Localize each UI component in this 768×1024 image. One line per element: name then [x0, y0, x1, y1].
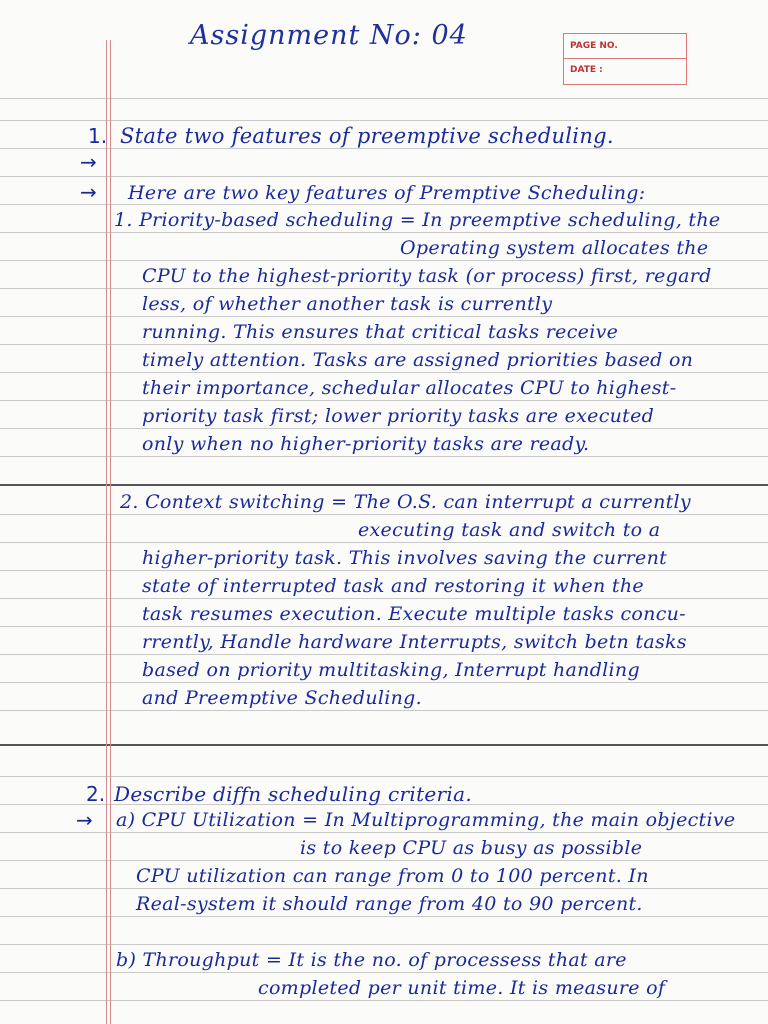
feature2-line: and Preemptive Scheduling. — [142, 687, 422, 709]
q2-question: Describe diffn scheduling criteria. — [114, 782, 472, 806]
rule-line — [0, 204, 768, 205]
rule-line — [0, 972, 768, 973]
q1-question: State two features of preemptive scheduling. — [120, 124, 614, 148]
rule-line — [0, 598, 768, 599]
rule-line — [0, 860, 768, 861]
feature1-line: less, of whether another task is currently — [142, 293, 553, 315]
rule-line — [0, 344, 768, 345]
rule-line — [0, 888, 768, 889]
feature1-line: Operating system allocates the — [400, 237, 709, 259]
margin-line — [110, 40, 111, 1024]
criteria-a-line: CPU utilization can range from 0 to 100 percent. In — [136, 865, 649, 887]
rule-line — [0, 514, 768, 515]
feature1-line: CPU to the highest-priority task (or process) first, regard — [142, 265, 712, 287]
rule-line — [0, 232, 768, 233]
rule-line — [0, 710, 768, 711]
date-label: DATE : — [570, 65, 603, 75]
q1-intro: Here are two key features of Premptive Scheduling: — [128, 182, 646, 204]
feature2-line: based on priority multitasking, Interrupt handling — [142, 659, 640, 681]
feature1-line: running. This ensures that critical tasks receive — [142, 321, 619, 343]
rule-line — [0, 428, 768, 429]
rule-line — [0, 316, 768, 317]
criteria-a-line: a) CPU Utilization = In Multiprogramming, the main objective — [116, 809, 736, 831]
rule-line — [0, 916, 768, 917]
arrow-icon: → — [80, 150, 97, 174]
criteria-a-line: Real-system it should range from 40 to 90 percent. — [136, 893, 643, 915]
rule-line — [0, 1000, 768, 1001]
criteria-a-line: is to keep CPU as busy as possible — [300, 837, 643, 859]
rule-line — [0, 372, 768, 373]
feature2-line: 2. Context switching = The O.S. can interrupt a currently — [120, 491, 691, 513]
criteria-b-line: b) Throughput = It is the no. of processess that are — [116, 949, 627, 971]
q1-answer-arrow: → — [80, 180, 97, 204]
q2-answer-arrow: → — [76, 808, 93, 832]
rule-line — [0, 120, 768, 121]
rule-line — [0, 832, 768, 833]
rule-line — [0, 148, 768, 149]
rule-line — [0, 260, 768, 261]
rule-line — [0, 776, 768, 777]
rule-line — [0, 570, 768, 571]
feature2-line: task resumes execution. Execute multiple tasks concu- — [142, 603, 686, 625]
page-info-box — [563, 33, 687, 85]
feature2-line: state of interrupted task and restoring it when the — [142, 575, 644, 597]
feature2-line: higher-priority task. This involves saving the current — [142, 547, 668, 569]
rule-line — [0, 944, 768, 945]
feature1-line: their importance, schedular allocates CPU to highest- — [142, 377, 677, 399]
section-divider — [0, 484, 768, 486]
feature2-line: executing task and switch to a — [358, 519, 661, 541]
rule-line — [0, 626, 768, 627]
feature2-line: rrently, Handle hardware Interrupts, switch betn tasks — [142, 631, 687, 653]
page-title: Assignment No: 04 — [190, 20, 468, 51]
feature1-line: only when no higher-priority tasks are ready. — [142, 433, 590, 455]
rule-line — [0, 98, 768, 99]
feature1-line: priority task first; lower priority tasks are executed — [142, 405, 655, 427]
rule-line — [0, 654, 768, 655]
rule-line — [0, 456, 768, 457]
criteria-b-line: completed per unit time. It is measure of — [258, 977, 666, 999]
rule-line — [0, 542, 768, 543]
rule-line — [0, 400, 768, 401]
rule-line — [0, 288, 768, 289]
q2-number: 2. — [86, 782, 106, 806]
feature1-line: timely attention. Tasks are assigned priorities based on — [142, 349, 694, 371]
page-no-label: PAGE NO. — [570, 41, 618, 51]
margin-line — [106, 40, 107, 1024]
q1-number: 1. — [88, 124, 108, 148]
rule-line — [0, 682, 768, 683]
rule-line — [0, 176, 768, 177]
feature1-line: 1. Priority-based scheduling = In preemptive scheduling, the — [114, 209, 721, 231]
section-divider — [0, 744, 768, 746]
